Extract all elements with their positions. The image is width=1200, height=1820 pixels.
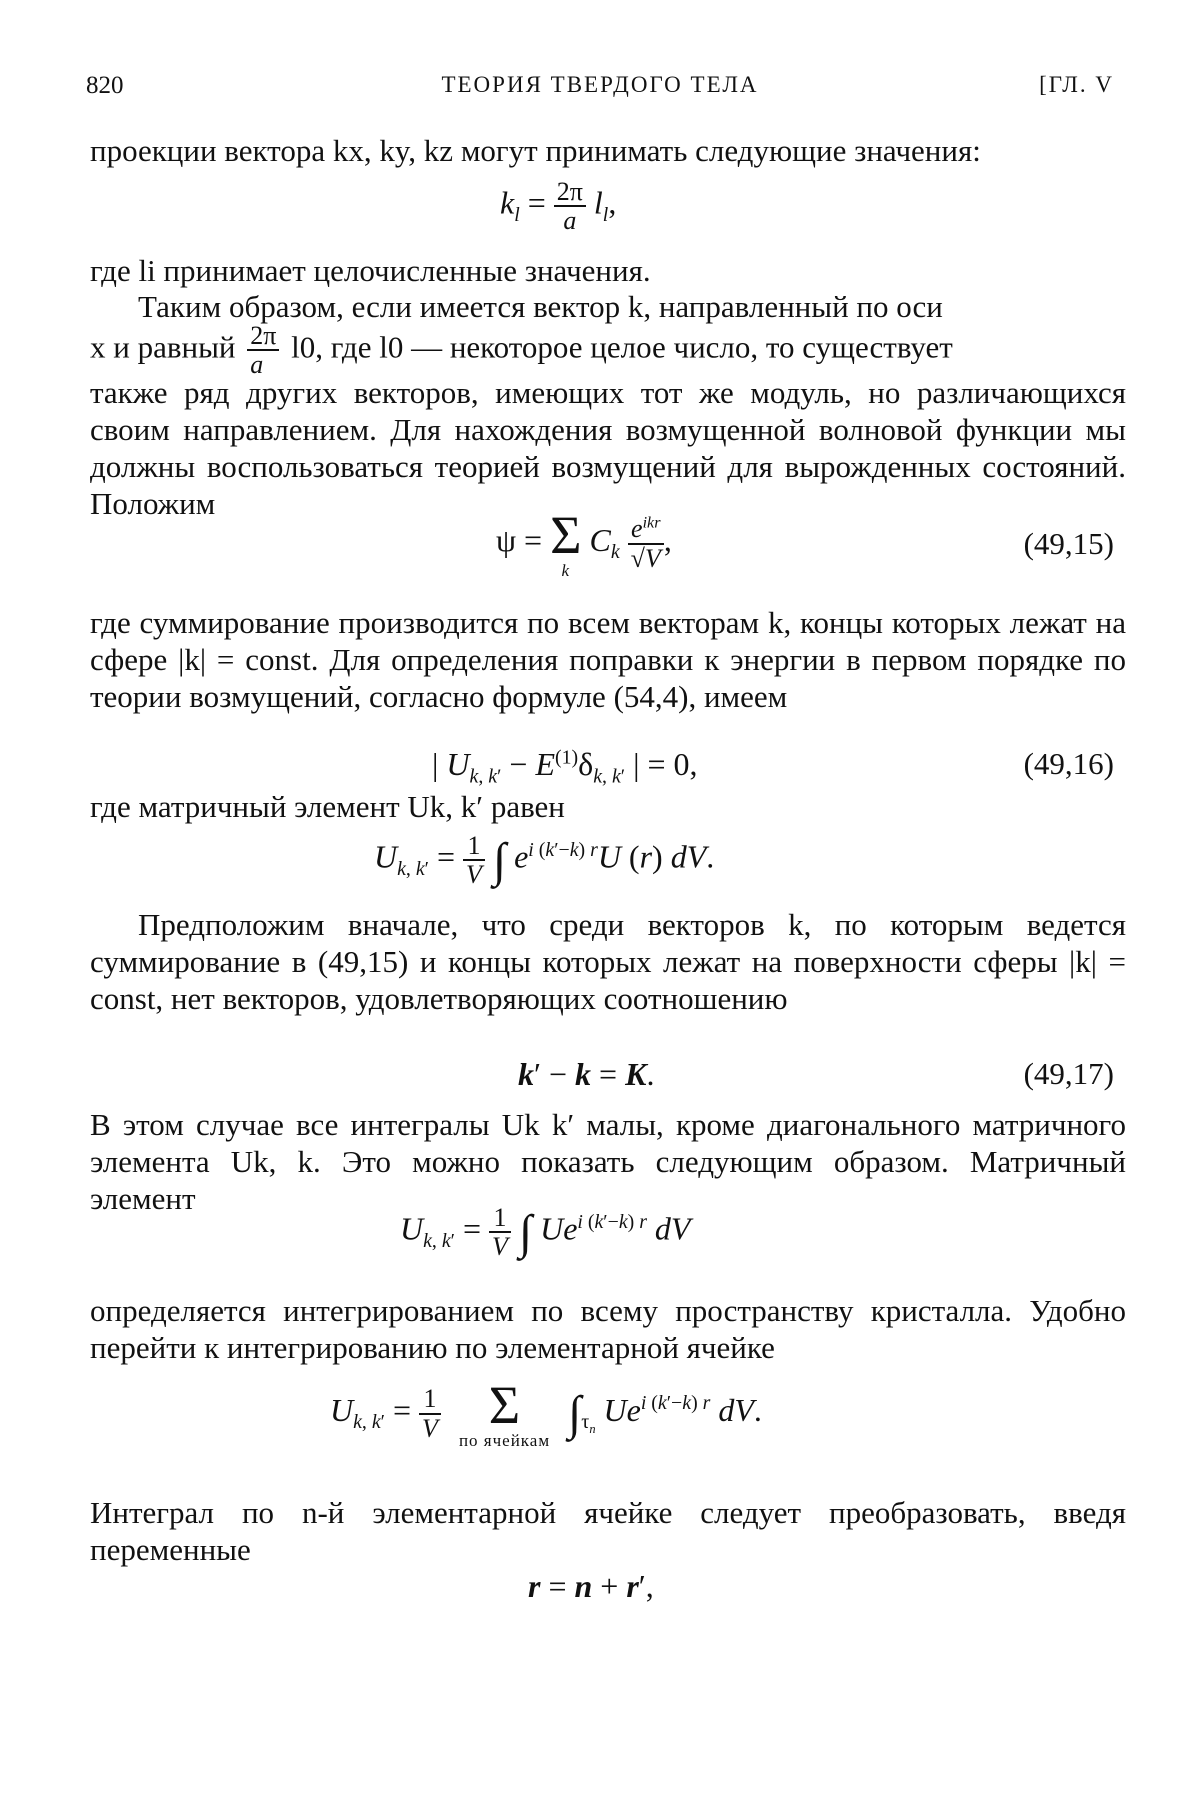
page-number: 820 bbox=[86, 72, 124, 99]
paragraph-3-line-2: x и равный $\frac{2\pi}{a}$ l0, где l0 — некоторое целое число, то существует bbox=[90, 321, 953, 380]
equation-k-components: $k_l$ = $\frac{2\pi}{a}$ $l_l$, bbox=[500, 177, 617, 236]
paragraph-6: Предположим вначале, что среди векторов k, по которым ведется суммирование в (49,15) и концы которых лежат на поверхности сферы |k| = const, нет векторов, удовлетворяющих соотношению bbox=[90, 907, 1126, 1016]
sum-limit-label: по ячейкам bbox=[458, 1431, 551, 1450]
chapter-marker: [ГЛ. V bbox=[1039, 72, 1114, 97]
equation-cell-sum: $U_{k, k'}$ = $\frac{1}{V}$ Σ по ячейкам $\int_{\tau_n}$ $Ue^{i (k'-k) r}$ dV. bbox=[330, 1375, 762, 1450]
paragraph-8: определяется интегрированием по всему пространству кристалла. Удобно перейти к интегрированию по элементарной ячейке bbox=[90, 1293, 1126, 1365]
running-title: ТЕОРИЯ ТВЕРДОГО ТЕЛА bbox=[441, 72, 759, 97]
paragraph-1: проекции вектора kx, ky, kz могут принимать следующие значения: bbox=[90, 133, 981, 168]
paragraph-3-body: также ряд других векторов, имеющих тот же модуль, но различающихся своим направлением. Для нахождения возмущенной волновой функции мы должны воспользоваться теорией возмущений для вырожденных состояний. Положим bbox=[90, 375, 1126, 521]
paragraph-3-line-1: Таким образом, если имеется вектор k, направленный по оси bbox=[138, 289, 943, 324]
equation-matrix-element-2: $U_{k, k'}$ = $\frac{1}{V}$ ∫ $Ue^{i (k'-k) r}$ dV bbox=[400, 1203, 691, 1262]
equation-49-16: | $U_{k, k'} - E^{(1)}\delta_{k, k'}$ | = 0, bbox=[432, 746, 698, 788]
equation-r-decomposition: r = n + r′, bbox=[528, 1568, 654, 1604]
paragraph-4: где суммирование производится по всем векторам k, концы которых лежат на сфере |k| = const. Для определения поправки к энергии в первом порядке по теории возмущений, согласно формуле (54,4), имеем bbox=[90, 605, 1126, 714]
paragraph-2: где li принимает целочисленные значения. bbox=[90, 253, 651, 288]
equation-number-49-16: (49,16) bbox=[1023, 746, 1114, 781]
equation-matrix-element: $U_{k, k'}$ = $\frac{1}{V}$ ∫ $e^{i (k'-k) r}U$ (r) dV. bbox=[374, 831, 715, 890]
equation-number-49-15: (49,15) bbox=[1023, 526, 1114, 561]
paragraph-7: В этом случае все интегралы Uk k′ малы, кроме диагонального матричного элемента Uk, k. Это можно показать следующим образом. Матричный элемент bbox=[90, 1107, 1126, 1216]
paragraph-9: Интеграл по n-й элементарной ячейке следует преобразовать, введя переменные bbox=[90, 1495, 1126, 1567]
paragraph-5: где матричный элемент Uk, k′ равен bbox=[90, 789, 565, 824]
equation-49-15: ψ = Σ k $C_k$ $\frac{e^{ikr}}{√V}$ , bbox=[496, 505, 672, 580]
equation-49-17: k′ − k = K. bbox=[518, 1056, 655, 1092]
running-header bbox=[86, 72, 1114, 106]
equation-number-49-17: (49,17) bbox=[1023, 1056, 1114, 1091]
